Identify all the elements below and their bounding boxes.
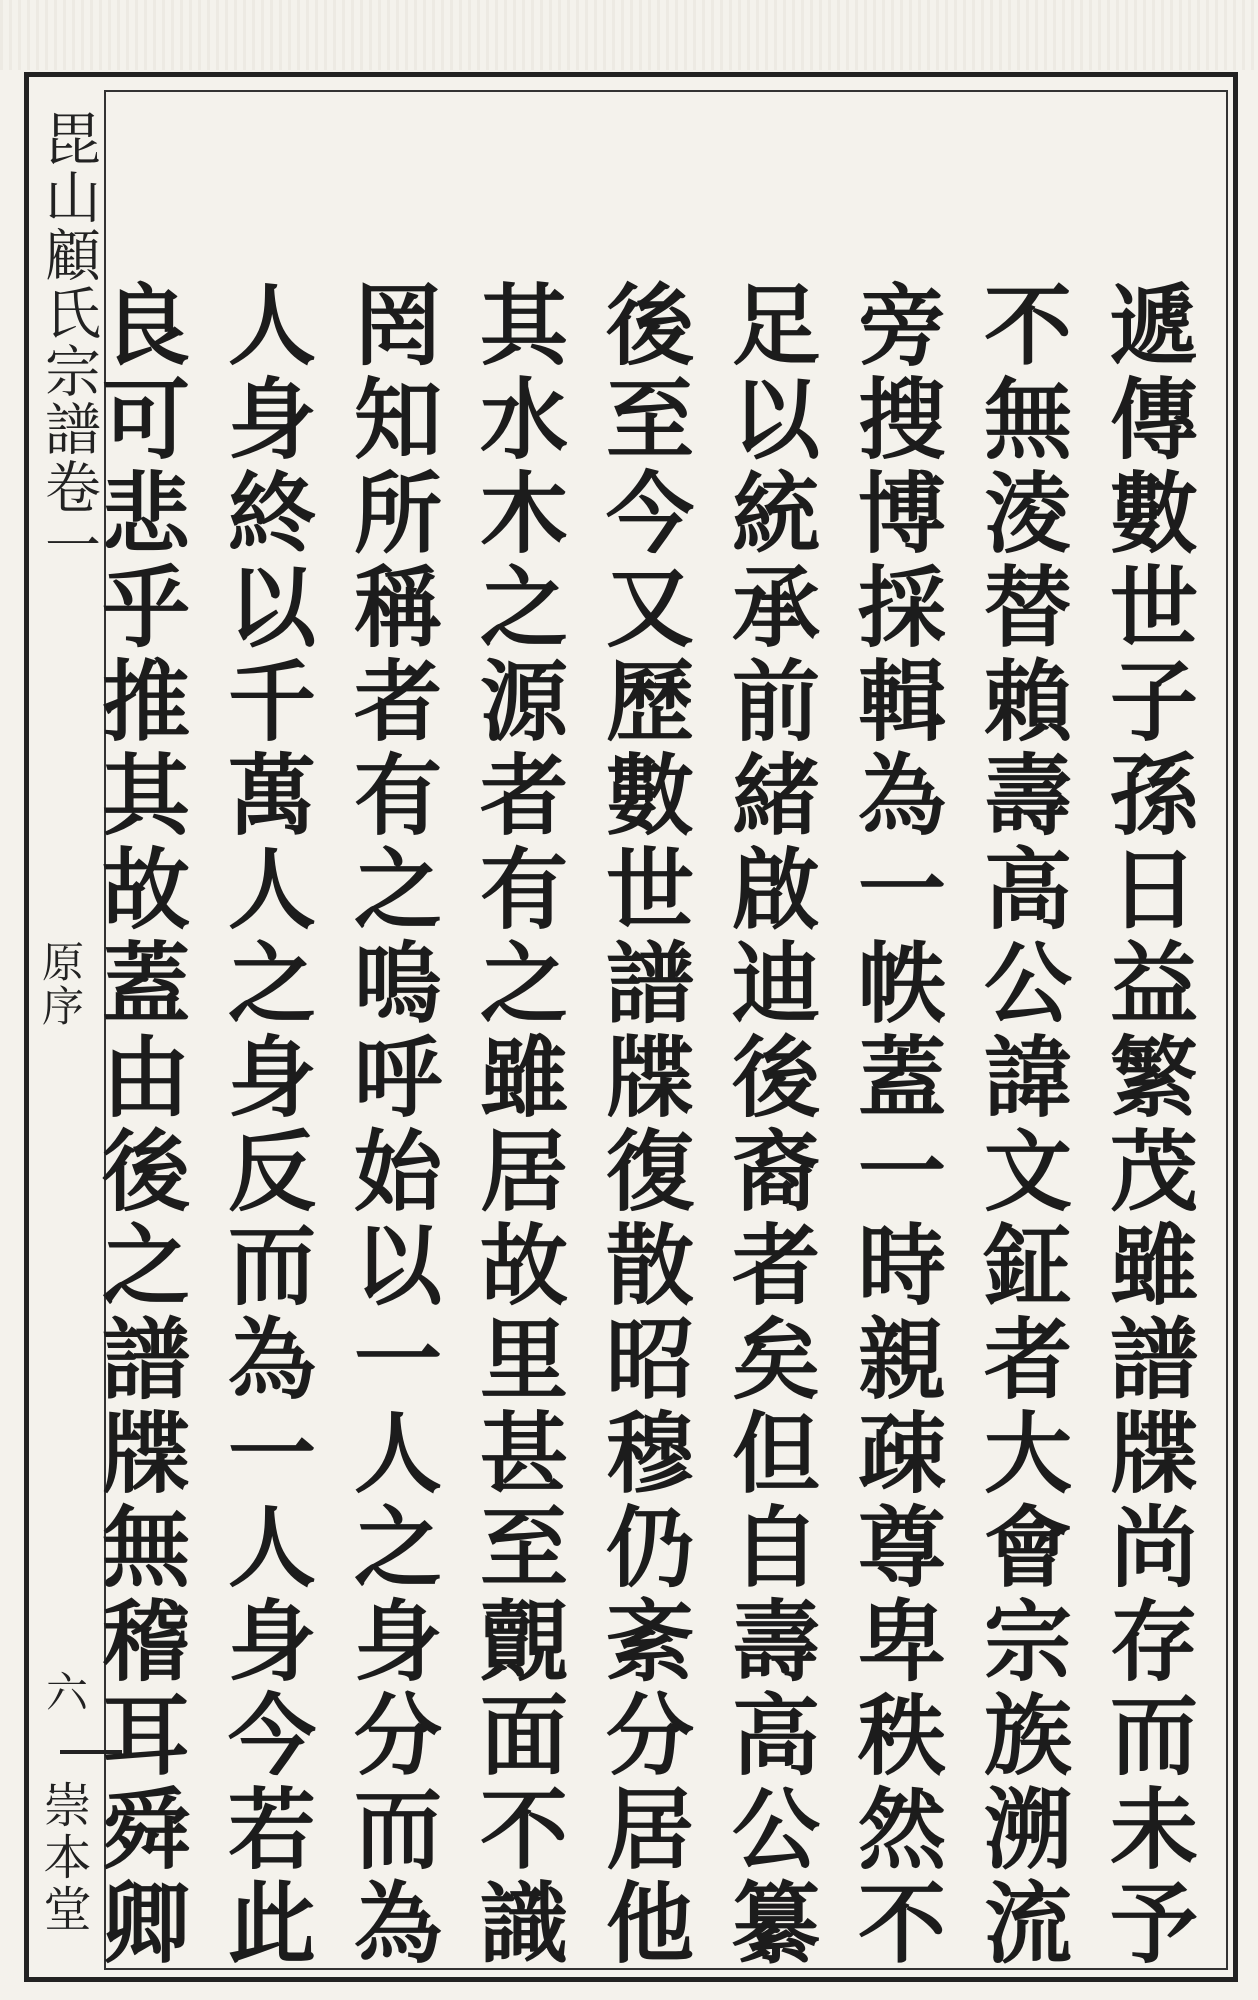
text-column: 罔知所稱者有之嗚呼始以一人之身分而為	[340, 279, 444, 1971]
text-column: 足以統承前緒啟迪後裔者矣但自壽高公纂	[718, 279, 822, 1971]
top-edge-speckle	[0, 0, 1258, 70]
text-columns	[80, 275, 1208, 1975]
text-column: 遞傳數世子孫日益繁茂雖譜牒尚存而未予	[1096, 279, 1200, 1971]
text-column: 人身終以千萬人之身反而為一人身今若此	[214, 279, 318, 1971]
section-label: 原序	[36, 940, 85, 1028]
page-number: 六	[40, 1670, 89, 1712]
text-column: 不無淩替賴壽高公諱文鉦者大會宗族溯流	[970, 279, 1074, 1971]
text-column: 旁搜博採輯為一帙蓋一時親疎尊卑秩然不	[844, 279, 948, 1971]
text-column: 後至今又歷數世譜牒復散昭穆仍紊分居他	[592, 279, 696, 1971]
book-title: 毘山顧氏宗譜卷一	[36, 110, 101, 574]
text-column: 其水木之源者有之雖居故里甚至覿面不識	[466, 279, 570, 1971]
text-column: 良可悲乎推其故蓋由後之譜牒無稽耳舜卿	[88, 279, 192, 1971]
hall-name: 崇本堂	[35, 1780, 91, 1936]
